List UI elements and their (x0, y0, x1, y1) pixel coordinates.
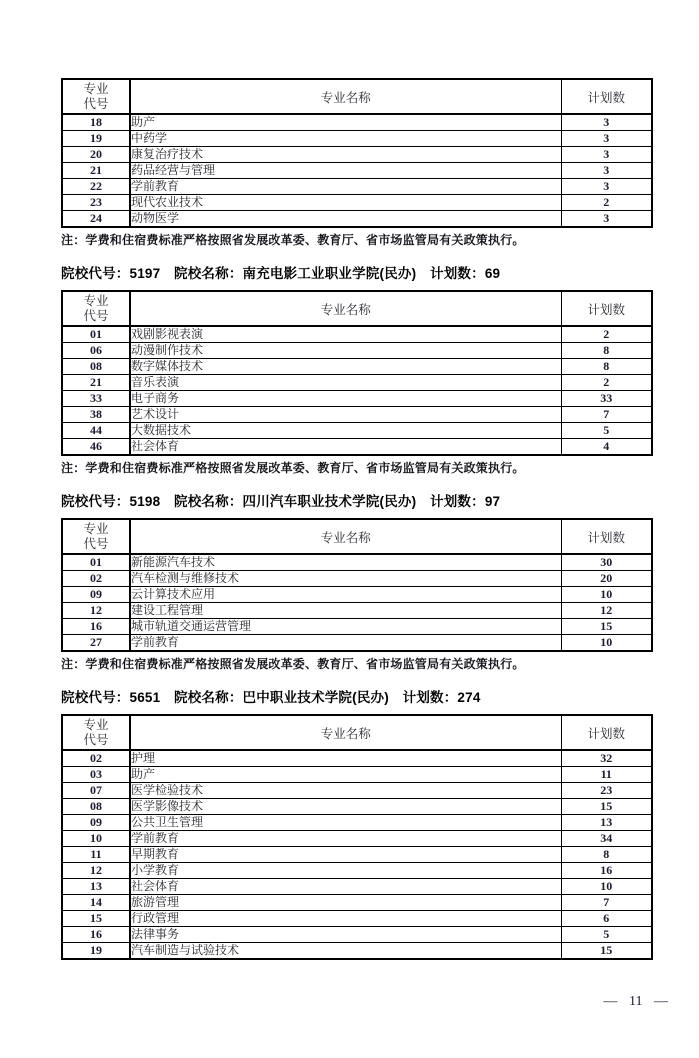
col-header-major-code (62, 715, 130, 750)
major-name-cell: 新能源汽车技术 (130, 554, 561, 571)
major-name-cell: 早期教育 (130, 847, 561, 863)
plan-count-cell: 15 (561, 799, 652, 815)
plan-count-cell: 8 (561, 847, 652, 863)
col-header-major-code-line2: 代号 (83, 536, 109, 551)
table-row (62, 831, 652, 847)
institution-section (61, 78, 651, 246)
major-name-cell: 行政管理 (130, 911, 561, 927)
major-code-cell: 33 (62, 391, 130, 407)
major-name-cell: 社会体育 (130, 439, 561, 456)
col-header-major-code (62, 291, 130, 326)
major-name-cell: 动物医学 (130, 211, 561, 228)
major-code-cell: 12 (62, 603, 130, 619)
major-code-cell: 15 (62, 911, 130, 927)
table-row (62, 359, 652, 375)
major-name-cell: 戏剧影视表演 (130, 326, 561, 343)
plan-table (61, 290, 653, 456)
plan-count-cell: 3 (561, 163, 652, 179)
table-row (62, 423, 652, 439)
plan-count-cell: 16 (561, 863, 652, 879)
plan-count-cell: 15 (561, 943, 652, 960)
col-header-major-name: 专业名称 (130, 519, 561, 554)
major-code-cell: 11 (62, 847, 130, 863)
major-code-cell: 01 (62, 326, 130, 343)
plan-count-cell: 15 (561, 619, 652, 635)
plan-count-cell: 3 (561, 179, 652, 195)
plan-table (61, 714, 653, 960)
col-header-plan-count: 计划数 (561, 715, 652, 750)
plan-count-cell: 8 (561, 359, 652, 375)
table-row (62, 571, 652, 587)
plan-count-cell: 3 (561, 147, 652, 163)
col-header-plan-count: 计划数 (561, 79, 652, 114)
major-code-cell: 10 (62, 831, 130, 847)
table-row (62, 407, 652, 423)
table-row (62, 815, 652, 831)
major-name-cell: 艺术设计 (130, 407, 561, 423)
plan-count-cell: 7 (561, 407, 652, 423)
col-header-major-name: 专业名称 (130, 79, 561, 114)
table-row (62, 863, 652, 879)
institution-section (61, 262, 651, 474)
major-code-cell: 19 (62, 131, 130, 147)
table-row (62, 895, 652, 911)
plan-count-cell: 30 (561, 554, 652, 571)
major-code-cell: 21 (62, 163, 130, 179)
major-name-cell: 大数据技术 (130, 423, 561, 439)
major-code-cell: 02 (62, 571, 130, 587)
major-name-cell: 电子商务 (130, 391, 561, 407)
plan-table (61, 78, 653, 228)
institution-section (61, 686, 651, 960)
plan-count-cell: 10 (561, 587, 652, 603)
major-name-cell: 医学影像技术 (130, 799, 561, 815)
major-code-cell: 03 (62, 767, 130, 783)
major-code-cell: 02 (62, 750, 130, 767)
col-header-major-code (62, 519, 130, 554)
col-header-major-code-line1: 专业 (83, 293, 109, 308)
table-row (62, 147, 652, 163)
major-name-cell: 汽车检测与维修技术 (130, 571, 561, 587)
table-row (62, 767, 652, 783)
table-row (62, 163, 652, 179)
table-row (62, 783, 652, 799)
table-row (62, 750, 652, 767)
major-code-cell: 18 (62, 114, 130, 131)
table-row (62, 326, 652, 343)
major-name-cell: 医学检验技术 (130, 783, 561, 799)
table-row (62, 375, 652, 391)
col-header-major-code-line1: 专业 (83, 717, 109, 732)
major-name-cell: 中药学 (130, 131, 561, 147)
table-row (62, 195, 652, 211)
table-row (62, 587, 652, 603)
major-code-cell: 01 (62, 554, 130, 571)
plan-count-cell: 2 (561, 326, 652, 343)
major-name-cell: 学前教育 (130, 831, 561, 847)
major-name-cell: 旅游管理 (130, 895, 561, 911)
major-name-cell: 社会体育 (130, 879, 561, 895)
major-code-cell: 27 (62, 635, 130, 652)
major-code-cell: 12 (62, 863, 130, 879)
plan-count-cell: 12 (561, 603, 652, 619)
major-name-cell: 法律事务 (130, 927, 561, 943)
major-code-cell: 09 (62, 587, 130, 603)
major-name-cell: 汽车制造与试验技术 (130, 943, 561, 960)
page-content (61, 78, 651, 960)
plan-count-cell: 10 (561, 635, 652, 652)
major-code-cell: 08 (62, 799, 130, 815)
plan-table (61, 518, 653, 652)
major-name-cell: 公共卫生管理 (130, 815, 561, 831)
col-header-major-code-line1: 专业 (83, 521, 109, 536)
plan-count-cell: 4 (561, 439, 652, 456)
major-code-cell: 19 (62, 943, 130, 960)
major-name-cell: 现代农业技术 (130, 195, 561, 211)
table-header-row (62, 715, 652, 750)
table-row (62, 391, 652, 407)
major-name-cell: 动漫制作技术 (130, 343, 561, 359)
plan-count-cell: 33 (561, 391, 652, 407)
table-header-row (62, 291, 652, 326)
table-row (62, 179, 652, 195)
major-code-cell: 08 (62, 359, 130, 375)
table-row (62, 114, 652, 131)
table-row (62, 131, 652, 147)
institution-section (61, 490, 651, 670)
major-name-cell: 城市轨道交通运营管理 (130, 619, 561, 635)
table-header-row (62, 79, 652, 114)
major-code-cell: 21 (62, 375, 130, 391)
major-name-cell: 音乐表演 (130, 375, 561, 391)
major-code-cell: 38 (62, 407, 130, 423)
col-header-plan-count: 计划数 (561, 291, 652, 326)
plan-count-cell: 34 (561, 831, 652, 847)
major-code-cell: 44 (62, 423, 130, 439)
col-header-major-code-line2: 代号 (83, 96, 109, 111)
major-code-cell: 20 (62, 147, 130, 163)
page-number: — 11 — (603, 994, 668, 1009)
plan-count-cell: 6 (561, 911, 652, 927)
plan-count-cell: 13 (561, 815, 652, 831)
table-row (62, 343, 652, 359)
major-name-cell: 护理 (130, 750, 561, 767)
plan-count-cell: 2 (561, 375, 652, 391)
institution-header: 院校代号：5651 院校名称：巴中职业技术学院(民办) 计划数：274 (61, 690, 481, 705)
table-row (62, 554, 652, 571)
major-code-cell: 16 (62, 927, 130, 943)
col-header-major-code (62, 79, 130, 114)
major-name-cell: 学前教育 (130, 635, 561, 652)
table-row (62, 619, 652, 635)
table-row (62, 799, 652, 815)
plan-count-cell: 5 (561, 927, 652, 943)
major-code-cell: 23 (62, 195, 130, 211)
plan-count-cell: 3 (561, 211, 652, 228)
table-row (62, 439, 652, 456)
col-header-major-name: 专业名称 (130, 291, 561, 326)
major-code-cell: 07 (62, 783, 130, 799)
col-header-major-name: 专业名称 (130, 715, 561, 750)
table-header-row (62, 519, 652, 554)
fee-note: 注：学费和住宿费标准严格按照省发展改革委、教育厅、省市场监管局有关政策执行。 (61, 233, 525, 247)
fee-note: 注：学费和住宿费标准严格按照省发展改革委、教育厅、省市场监管局有关政策执行。 (61, 461, 525, 475)
institution-header: 院校代号：5197 院校名称：南充电影工业职业学院(民办) 计划数：69 (61, 266, 501, 281)
table-row (62, 911, 652, 927)
plan-count-cell: 10 (561, 879, 652, 895)
plan-count-cell: 8 (561, 343, 652, 359)
major-code-cell: 14 (62, 895, 130, 911)
table-row (62, 211, 652, 228)
col-header-major-code-line1: 专业 (83, 81, 109, 96)
major-name-cell: 云计算技术应用 (130, 587, 561, 603)
major-code-cell: 22 (62, 179, 130, 195)
col-header-plan-count: 计划数 (561, 519, 652, 554)
plan-count-cell: 3 (561, 131, 652, 147)
plan-count-cell: 32 (561, 750, 652, 767)
major-name-cell: 建设工程管理 (130, 603, 561, 619)
table-row (62, 603, 652, 619)
major-code-cell: 24 (62, 211, 130, 228)
table-row (62, 927, 652, 943)
plan-count-cell: 5 (561, 423, 652, 439)
major-name-cell: 数字媒体技术 (130, 359, 561, 375)
col-header-major-code-line2: 代号 (83, 308, 109, 323)
major-name-cell: 助产 (130, 114, 561, 131)
major-name-cell: 药品经营与管理 (130, 163, 561, 179)
major-name-cell: 学前教育 (130, 179, 561, 195)
col-header-major-code-line2: 代号 (83, 732, 109, 747)
major-name-cell: 小学教育 (130, 863, 561, 879)
plan-count-cell: 2 (561, 195, 652, 211)
fee-note: 注：学费和住宿费标准严格按照省发展改革委、教育厅、省市场监管局有关政策执行。 (61, 657, 525, 671)
major-code-cell: 16 (62, 619, 130, 635)
major-code-cell: 06 (62, 343, 130, 359)
major-code-cell: 46 (62, 439, 130, 456)
plan-count-cell: 7 (561, 895, 652, 911)
major-code-cell: 09 (62, 815, 130, 831)
table-row (62, 879, 652, 895)
institution-header: 院校代号：5198 院校名称：四川汽车职业技术学院(民办) 计划数：97 (61, 494, 501, 509)
plan-count-cell: 3 (561, 114, 652, 131)
major-code-cell: 13 (62, 879, 130, 895)
plan-count-cell: 11 (561, 767, 652, 783)
table-row (62, 635, 652, 652)
table-row (62, 943, 652, 960)
plan-count-cell: 23 (561, 783, 652, 799)
plan-count-cell: 20 (561, 571, 652, 587)
major-name-cell: 助产 (130, 767, 561, 783)
table-row (62, 847, 652, 863)
major-name-cell: 康复治疗技术 (130, 147, 561, 163)
